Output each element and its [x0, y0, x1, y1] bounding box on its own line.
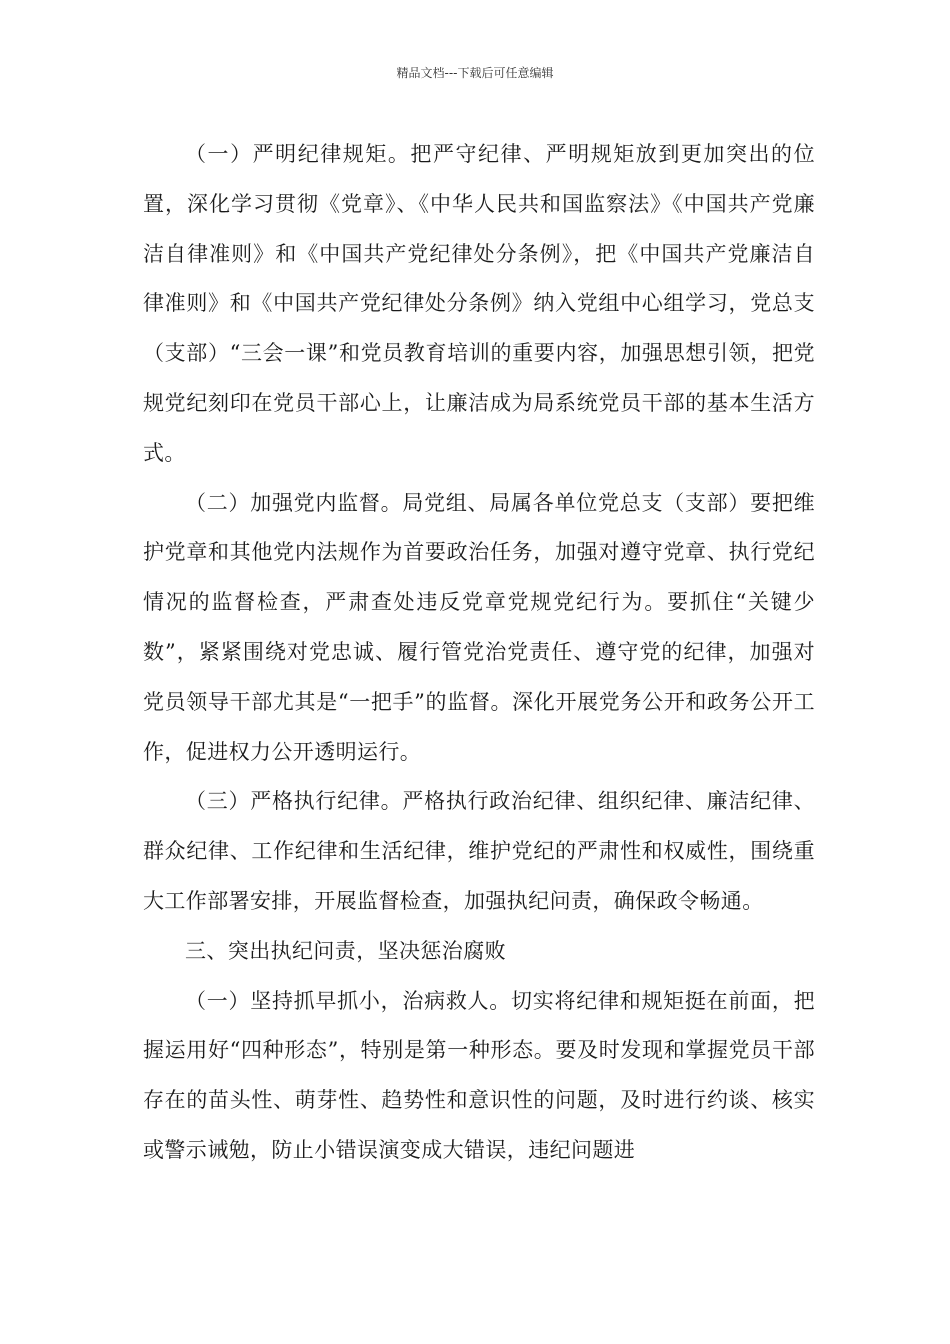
paragraph-early-intervention: （一）坚持抓早抓小，治病救人。切实将纪律和规矩挺在前面，把握运用好“四种形态”，特别是第一种形态。要及时发现和掌握党员干部存在的苗头性、萌芽性、趋势性和意识性的问题，及时进行约谈、核实或警示诫勉，防止小错误演变成大错误，违纪问题进	[143, 988, 815, 1162]
paragraph-enforce-discipline: （三）严格执行纪律。严格执行政治纪律、组织纪律、廉洁纪律、群众纪律、工作纪律和生活纪律，维护党纪的严肃性和权威性，围绕重大工作部署安排，开展监督检查，加强执纪问责，确保政令畅通。	[143, 789, 815, 913]
section-heading-three: 三、突出执纪问责，坚决惩治腐败	[185, 938, 506, 963]
document-body	[143, 130, 815, 1176]
paragraph-internal-supervision: （二）加强党内监督。局党组、局属各单位党总支（支部）要把维护党章和其他党内法规作为首要政治任务，加强对遵守党章、执行党纪情况的监督检查，严肃查处违反党章党规党纪行为。要抓住“关键少数”，紧紧围绕对党忠诚、履行管党治党责任、遵守党的纪律，加强对党员领导干部尤其是“一把手”的监督。深化开展党务公开和政务公开工作，促进权力公开透明运行。	[143, 490, 815, 764]
page-header: 精品文档---下载后可任意编辑	[396, 66, 554, 80]
paragraph-discipline-rules: （一）严明纪律规矩。把严守纪律、严明规矩放到更加突出的位置，深化学习贯彻《党章》、《中华人民共和国监察法》《中国共产党廉洁自律准则》和《中国共产党纪律处分条例》，把《中国共产党廉洁自律准则》和《中国共产党纪律处分条例》纳入党组中心组学习，党总支（支部）“三会一课”和党员教育培训的重要内容，加强思想引领，把党规党纪刻印在党员干部心上，让廉洁成为局系统党员干部的基本生活方式。	[143, 142, 815, 465]
